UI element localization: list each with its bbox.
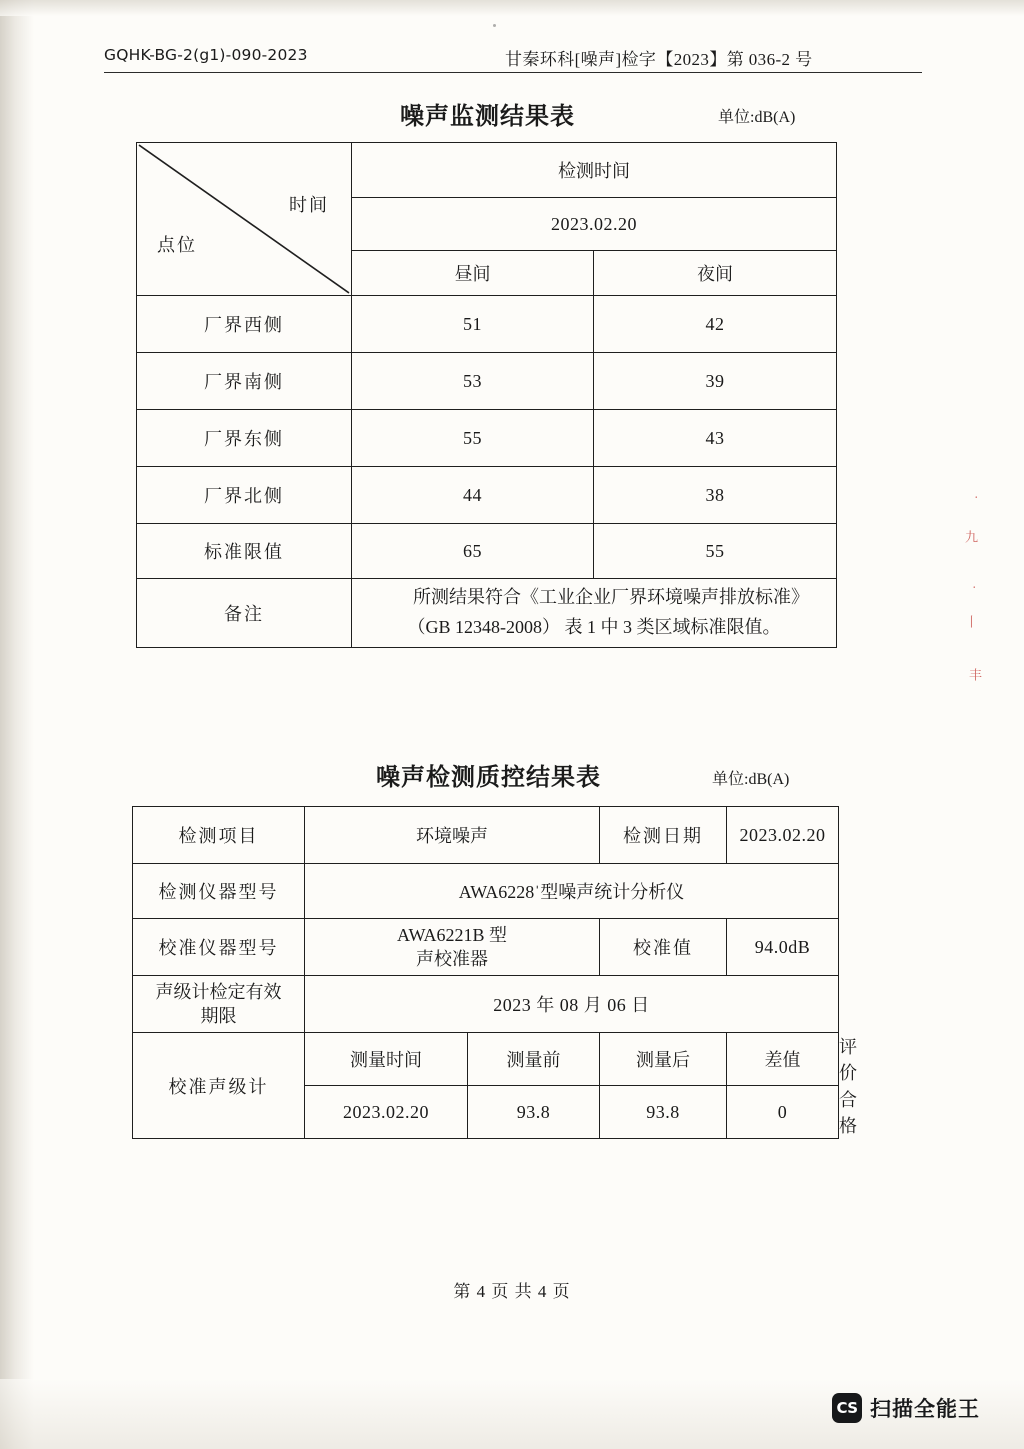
table-row xyxy=(137,410,837,467)
label-instrument-model: 检测仪器型号 xyxy=(133,864,305,919)
diagonal-line-icon xyxy=(137,143,351,295)
cell-night-value: 42 xyxy=(594,296,837,353)
qc-results-table xyxy=(132,806,857,1139)
table-row xyxy=(137,296,837,353)
cell-night-value: 43 xyxy=(594,410,837,467)
label-calibration-value: 校准值 xyxy=(600,919,727,976)
corner-col-label: 时间 xyxy=(289,195,329,215)
value-test-item: 环境噪声 xyxy=(305,807,600,864)
cell-night-value: 39 xyxy=(594,353,837,410)
header-before-measure: 测量前 xyxy=(468,1033,600,1086)
label-test-date: 检测日期 xyxy=(600,807,727,864)
remark-line-1: 所测结果符合《工业企业厂界环境噪声排放标准》 xyxy=(413,587,809,608)
label-calibrator-model: 校准仪器型号 xyxy=(133,919,305,976)
cell-day-value: 51 xyxy=(352,296,594,353)
camscanner-label: 扫描全能王 xyxy=(870,1397,980,1421)
value-measure-time: 2023.02.20 xyxy=(305,1086,468,1139)
section-unit-noise-results: 单位:dB(A) xyxy=(718,109,796,126)
meter-validity-line-2: 期限 xyxy=(200,1006,237,1026)
remark-content xyxy=(352,579,837,648)
cell-day-value: 44 xyxy=(352,467,594,524)
cell-day-value: 53 xyxy=(352,353,594,410)
value-instrument-model: AWA6228ˈ型噪声统计分析仪 xyxy=(305,864,839,919)
camscanner-logo-icon: CS xyxy=(832,1393,862,1423)
value-meter-validity: 2023 年 08 月 06 日 xyxy=(305,976,839,1033)
table-row xyxy=(137,353,837,410)
value-test-date: 2023.02.20 xyxy=(727,807,839,864)
row-label-standard-limit: 标准限值 xyxy=(137,524,352,579)
row-label-point: 厂界南侧 xyxy=(137,353,352,410)
cell-day-value: 55 xyxy=(352,410,594,467)
cell-day-value: 65 xyxy=(352,524,594,579)
page-number-footer: 第 4 页 共 4 页 xyxy=(453,1282,571,1301)
sub-header-day: 昼间 xyxy=(352,251,594,296)
camscanner-watermark xyxy=(832,1393,980,1423)
header-difference: 差值 xyxy=(727,1033,839,1086)
calibrator-model-line-1: AWA6221B 型 xyxy=(396,924,508,945)
row-label-point: 厂界西侧 xyxy=(137,296,352,353)
meter-validity-line-1: 声级计检定有效 xyxy=(155,981,282,1002)
remark-line-2: （GB 12348-2008） 表 1 中 3 类区域标准限值。 xyxy=(407,617,781,637)
value-before-measure: 93.8 xyxy=(468,1086,600,1139)
row-label-point: 厂界东侧 xyxy=(137,410,352,467)
row-label-point: 厂界北侧 xyxy=(137,467,352,524)
col-group-header: 检测时间 xyxy=(352,143,837,198)
stamp-fragment: 九 xyxy=(963,530,978,546)
section-unit-qc-results: 单位:dB(A) xyxy=(712,771,790,788)
value-after-measure: 93.8 xyxy=(600,1086,727,1139)
stamp-fragment: · xyxy=(969,495,984,503)
section-title-qc-results: 噪声检测质控结果表 xyxy=(376,765,601,791)
document-code: GQHK-BG-2(g1)-090-2023 xyxy=(104,46,308,64)
value-difference: 0 xyxy=(727,1086,839,1139)
cell-night-value: 55 xyxy=(594,524,837,579)
stamp-fragment: 丨 xyxy=(963,615,978,631)
measure-date: 2023.02.20 xyxy=(352,198,837,251)
remark-label: 备注 xyxy=(137,579,352,648)
table-row xyxy=(133,807,839,864)
value-calibration-value: 94.0dB xyxy=(727,919,839,976)
table-row xyxy=(137,143,837,198)
table-row xyxy=(137,524,837,579)
calibrator-model-line-2: 声校准器 xyxy=(416,949,488,969)
cell-night-value: 38 xyxy=(594,467,837,524)
table-row xyxy=(133,919,839,976)
sub-header-night: 夜间 xyxy=(594,251,837,296)
table-row xyxy=(137,579,837,648)
value-calibrator-model xyxy=(305,919,600,976)
noise-results-table xyxy=(136,142,837,648)
label-test-item: 检测项目 xyxy=(133,807,305,864)
header-measure-time: 测量时间 xyxy=(305,1033,468,1086)
section-title-noise-results: 噪声监测结果表 xyxy=(400,104,575,130)
table-row: 2023.02.20 93.8 93.8 0 合格 xyxy=(133,1086,839,1139)
table-row: 校准声级计 测量时间 测量前 测量后 差值 评价 xyxy=(133,1033,839,1086)
table-row xyxy=(133,864,839,919)
header-after-measure: 测量后 xyxy=(600,1033,727,1086)
label-calibrated-meter: 校准声级计 xyxy=(133,1033,305,1139)
table-row xyxy=(137,467,837,524)
table-row xyxy=(133,976,839,1033)
stamp-fragment: · xyxy=(967,585,982,593)
corner-header-cell xyxy=(137,143,352,296)
corner-row-label: 点位 xyxy=(157,235,197,255)
report-number: 甘秦环科[噪声]检字【2023】第 036-2 号 xyxy=(505,50,813,69)
header-divider xyxy=(104,72,922,73)
label-meter-validity xyxy=(133,976,305,1033)
stamp-fragment: 丰 xyxy=(967,668,982,684)
